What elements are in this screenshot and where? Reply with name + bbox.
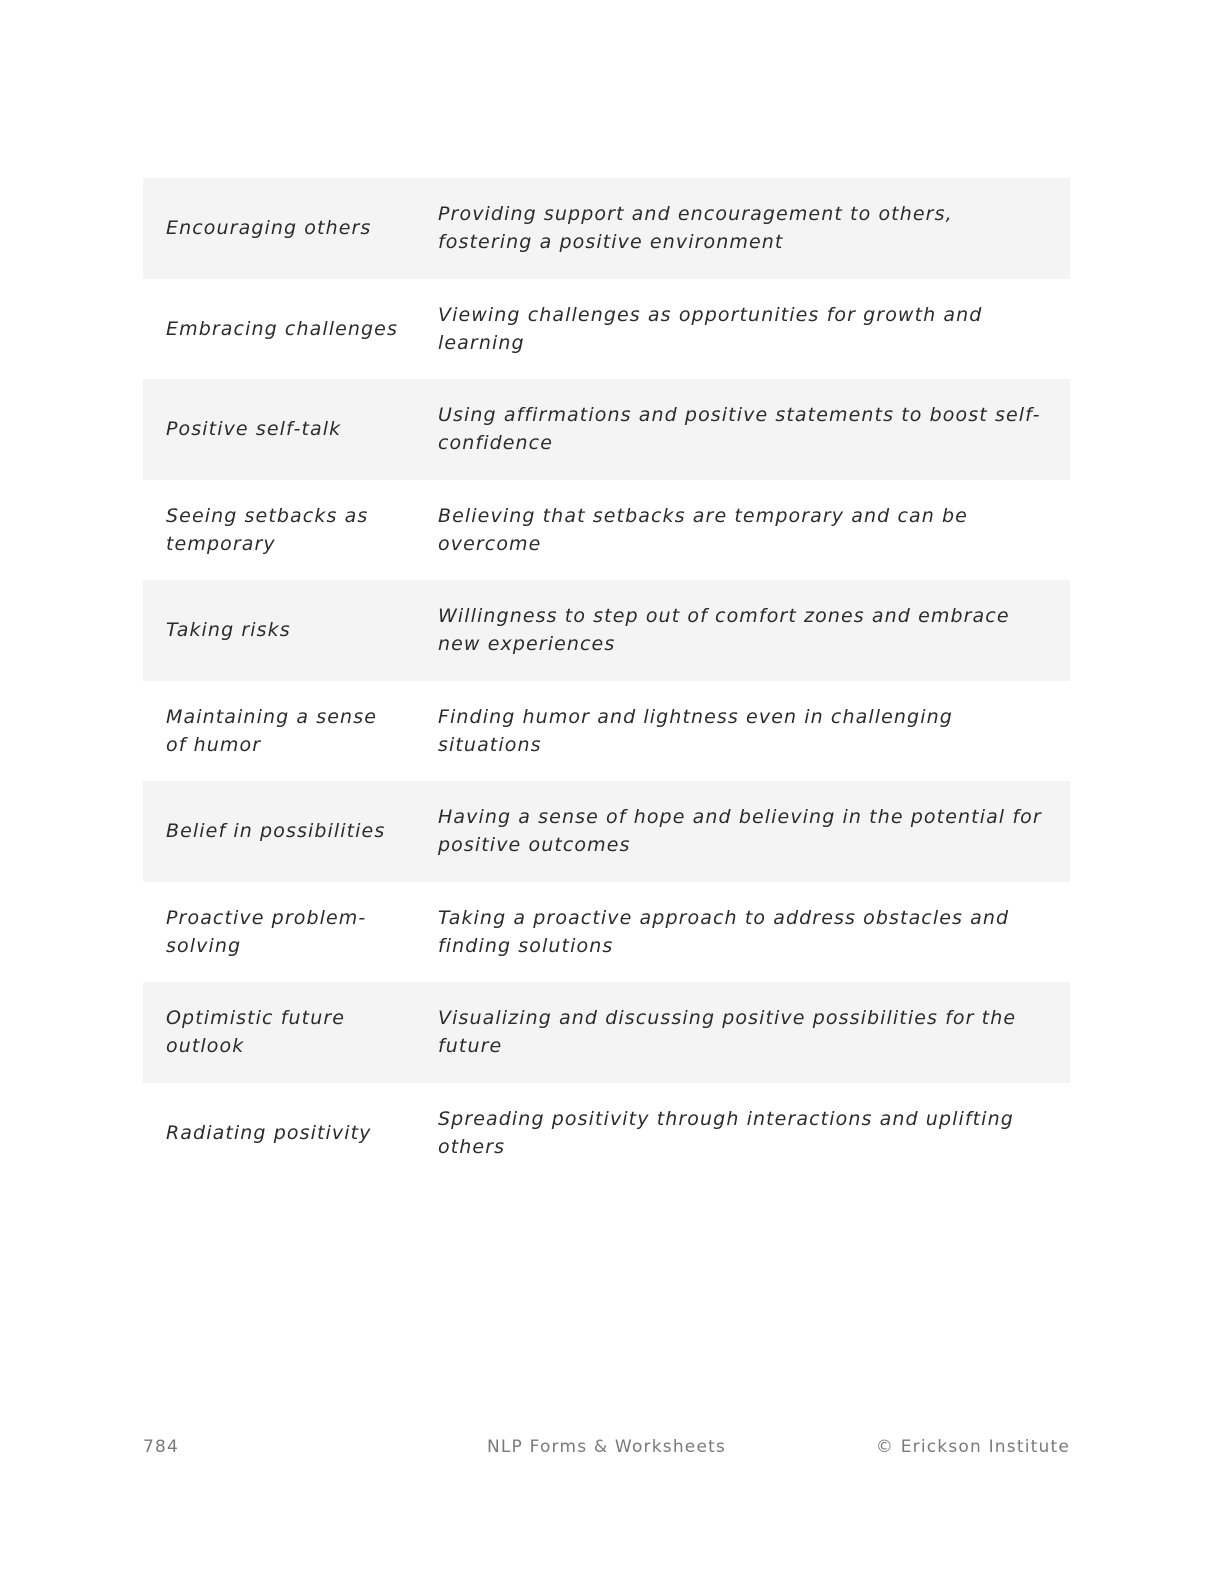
row-description: Using affirmations and positive statements to boost self-confidence xyxy=(438,404,1041,455)
table-row xyxy=(143,178,1070,279)
row-term: Belief in possibilities xyxy=(166,820,386,843)
page-number: 784 xyxy=(143,1437,180,1457)
row-description: Providing support and encouragement to others, fostering a positive environment xyxy=(438,203,953,254)
row-description: Having a sense of hope and believing in the potential for positive outcomes xyxy=(438,806,1042,857)
row-term: Taking risks xyxy=(166,619,291,642)
table-row xyxy=(143,882,1070,983)
copyright-notice: © Erickson Institute xyxy=(875,1437,1070,1457)
table-row xyxy=(143,1083,1070,1184)
row-description: Willingness to step out of comfort zones and embrace new experiences xyxy=(438,605,1010,656)
table-row xyxy=(143,580,1070,681)
row-description: Finding humor and lightness even in challenging situations xyxy=(438,705,953,756)
book-title: NLP Forms & Worksheets xyxy=(486,1437,727,1457)
row-term: Proactive problem-solving xyxy=(166,906,367,957)
row-term: Radiating positivity xyxy=(166,1121,372,1144)
row-description: Taking a proactive approach to address obstacles and finding solutions xyxy=(438,906,1010,957)
table-row xyxy=(143,379,1070,480)
page-footer xyxy=(143,1437,1070,1461)
row-description: Believing that setbacks are temporary and can be overcome xyxy=(438,504,968,555)
row-description: Viewing challenges as opportunities for growth and learning xyxy=(438,303,983,354)
table-row xyxy=(143,982,1070,1083)
table-row xyxy=(143,781,1070,882)
table-row xyxy=(143,681,1070,782)
row-term: Positive self-talk xyxy=(166,418,342,441)
row-term: Encouraging others xyxy=(166,217,372,240)
row-term: Seeing setbacks as temporary xyxy=(166,504,369,555)
content-table xyxy=(143,178,1070,1183)
row-term: Maintaining a sense of humor xyxy=(166,705,377,756)
row-term: Embracing challenges xyxy=(166,317,398,340)
table-row xyxy=(143,480,1070,581)
row-description: Spreading positivity through interactions and uplifting others xyxy=(438,1107,1014,1158)
row-description: Visualizing and discussing positive possibilities for the future xyxy=(438,1007,1017,1058)
table-row xyxy=(143,279,1070,380)
row-term: Optimistic future outlook xyxy=(166,1007,346,1058)
